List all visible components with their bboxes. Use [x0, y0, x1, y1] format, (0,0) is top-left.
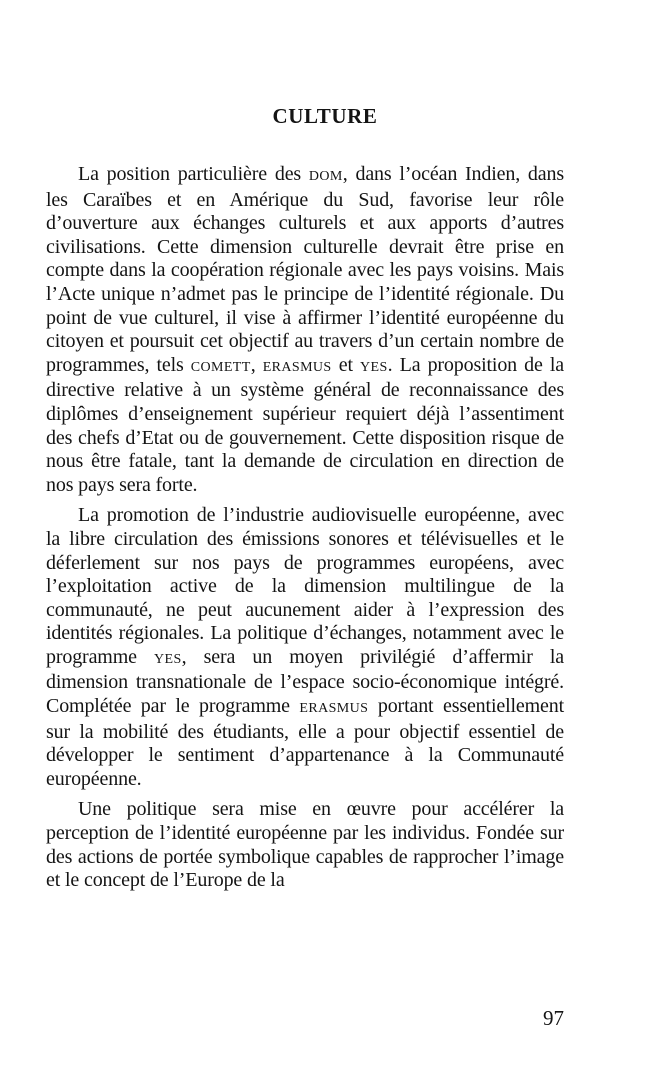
paragraph-1-text-5: . La proposition de la directive relative à un système général de reconnaissance des diplômes d’enseignement supérieur requiert déjà l’assentiment des chefs d’Etat ou de gouvernement. Cette disposition risque de nous être fatale, tant la demande de circulation en direction de nos pays sera forte. — [46, 353, 564, 496]
acronym-dom: DOM — [308, 169, 343, 184]
section-title: CULTURE — [272, 104, 378, 129]
paragraph-1-text-1: La position particulière des — [78, 163, 309, 185]
acronym-yes: YES — [360, 359, 388, 375]
paragraph-1-text-3: , — [250, 353, 263, 376]
acronym-yes: YES — [154, 651, 182, 667]
paragraph-3 — [46, 798, 564, 892]
acronym-erasmus: ERASMUS — [262, 359, 332, 375]
page-number: 97 — [543, 1006, 564, 1030]
paragraph-3-text-1: Une politique sera mise en œuvre pour accélérer la perception de l’identité européenne par les individus. Fondée sur des actions de portée symbolique capables de rapprocher l’image et le concept de l’Europe de la — [46, 798, 564, 892]
paragraph-1 — [46, 163, 564, 497]
paragraph-2 — [46, 504, 564, 791]
acronym-erasmus: ERASMUS — [299, 701, 369, 717]
acronym-comett: COMETT — [190, 359, 251, 375]
paragraph-2-text-1: La promotion de l’industrie audiovisuelle européenne, avec la libre circulation des émissions sonores et télévisuelles et le déferlement sur nos pays de programmes européens, avec l’exploitation active de la dimension multilingue de la communauté, ne peut aucunement aider à l’expression des identités régionales. La politique d’échanges, notamment avec le programme — [46, 504, 564, 668]
paragraph-2-text-2: , sera un moyen privilégié d’affermir la dimension transnationale de l’espace socio-économique intégré. Complétée par le programme — [46, 645, 564, 718]
body-text — [46, 163, 564, 900]
paragraph-1-text-2: , dans l’océan Indien, dans les Caraïbes et en Amérique du Sud, favorise leur rôle d’ouverture aux échanges culturels et aux apports d’autres civilisations. Cette dimension culturelle devrait être prise en compte dans la coopération régionale avec les pays voisins. Mais l’Acte unique n’admet pas le principe de l’identité régionale. Du point de vue culturel, il vise à affirmer l’identité européenne du citoyen et poursuit cet objectif au travers d’un certain nombre de programmes, tels — [46, 163, 564, 376]
paragraph-2-text-3: portant essentiellement sur la mobilité des étudiants, elle a pour objectif essentiel de développer le sentiment d’appartenance à la Communauté européenne. — [46, 695, 565, 790]
paragraph-1-text-4: et — [331, 353, 361, 376]
